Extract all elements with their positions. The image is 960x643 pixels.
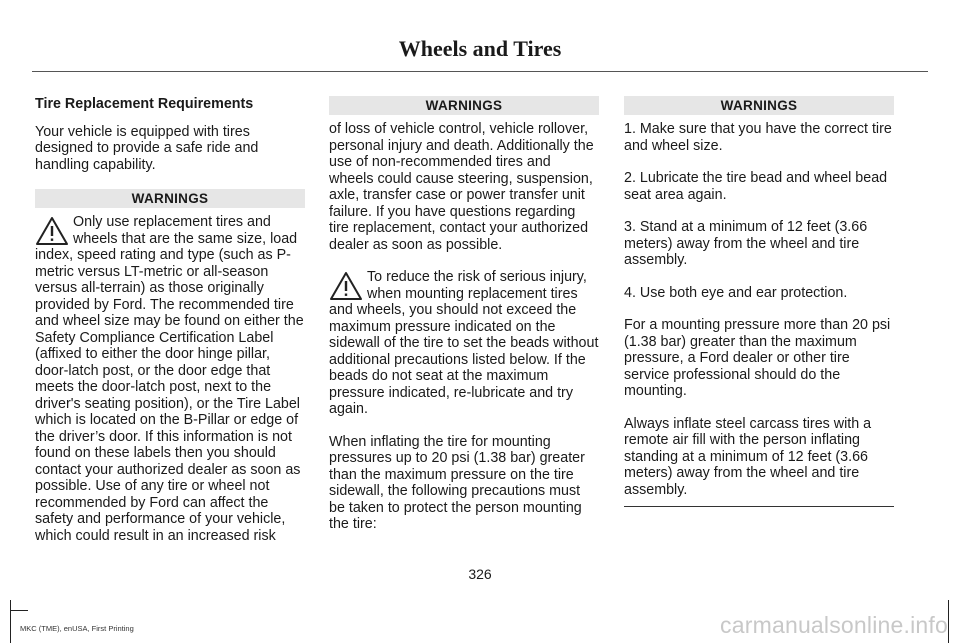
- warnings-header: WARNINGS: [624, 96, 894, 115]
- column-1: [35, 96, 305, 560]
- page-header-title: Wheels and Tires: [398, 36, 562, 61]
- watermark: carmanualsonline.info: [720, 612, 948, 638]
- warning-triangle-icon: [329, 271, 363, 301]
- crop-mark: [10, 600, 11, 643]
- intro-paragraph: Your vehicle is equipped with tires designed to provide a safe ride and handling capability.: [35, 123, 259, 173]
- warnings-header: WARNINGS: [35, 189, 305, 208]
- warning-end-rule: [624, 506, 894, 507]
- warning-item: For a mounting pressure more than 20 psi (1.38 bar) greater than the maximum pressure, a Ford dealer or other tire service professional should do the mounting.: [624, 317, 891, 399]
- edition-footer: MKC (TME), enUSA, First Printing: [20, 624, 134, 633]
- warning-block: [35, 214, 305, 544]
- warning-item: 3. Stand at a minimum of 12 feet (3.66 meters) away from the wheel and tire assembly.: [624, 219, 868, 268]
- column-3: [624, 96, 894, 507]
- body-paragraph: When inflating the tire for mounting pressures up to 20 psi (1.38 bar) greater than the maximum pressure on the tire sidewall, the following precautions must be taken to protect the person mounting the tire:: [329, 433, 585, 532]
- column-2: [329, 96, 599, 549]
- warning-item: 4. Use both eye and ear protection.: [624, 284, 848, 301]
- header-rule: [32, 71, 928, 72]
- warnings-header: WARNINGS: [329, 96, 599, 115]
- warning-block: [329, 269, 599, 418]
- warning-text: To reduce the risk of serious injury, when mounting replacement tires and wheels, you should not exceed the maximum pressure indicated on the sidewall of the tire to set the beads without additional precautions listed below. If the beads do not seat at the maximum pressure indicated, re-lubricate and try again.: [329, 269, 599, 417]
- warning-item: 2. Lubricate the tire bead and wheel bead seat area again.: [624, 170, 888, 203]
- crop-mark: [948, 600, 949, 643]
- warning-item: 1. Make sure that you have the correct tire and wheel size.: [624, 121, 892, 154]
- crop-mark: [10, 610, 28, 611]
- warning-triangle-icon: [35, 216, 69, 246]
- page-number: 326: [468, 566, 492, 582]
- warning-text: Only use replacement tires and wheels that are the same size, load index, speed rating and type (such as P-metric versus LT-metric or all-season versus all-terrain) as those originally provided by Ford. The recommended tire and wheel size may be found on either the Safety Compliance Certification Label (affixed to either the door hinge pillar, door-latch post, or the door edge that meets the door-latch post, next to the driver's seating position), or the Tire Label which is located on the B-Pillar or edge of the driver’s door. If this information is not found on these labels then you should contact your authorized dealer as soon as possible. Use of any tire or wheel not recommended by Ford can affect the safety and performance of your vehicle, which could result in an increased risk: [35, 214, 304, 544]
- section-heading: Tire Replacement Requirements: [35, 96, 254, 112]
- warning-item: Always inflate steel carcass tires with a remote air fill with the person inflating standing at a minimum of 12 feet (3.66 meters) away from the wheel and tire assembly.: [624, 415, 872, 498]
- warning-continued-text: of loss of vehicle control, vehicle rollover, personal injury and death. Additionally the use of non-recommended tires and wheels could cause steering, suspension, axle, transfer case or power transfer unit failure. If you have questions regarding tire replacement, contact your authorized dealer as soon as possible.: [329, 121, 594, 253]
